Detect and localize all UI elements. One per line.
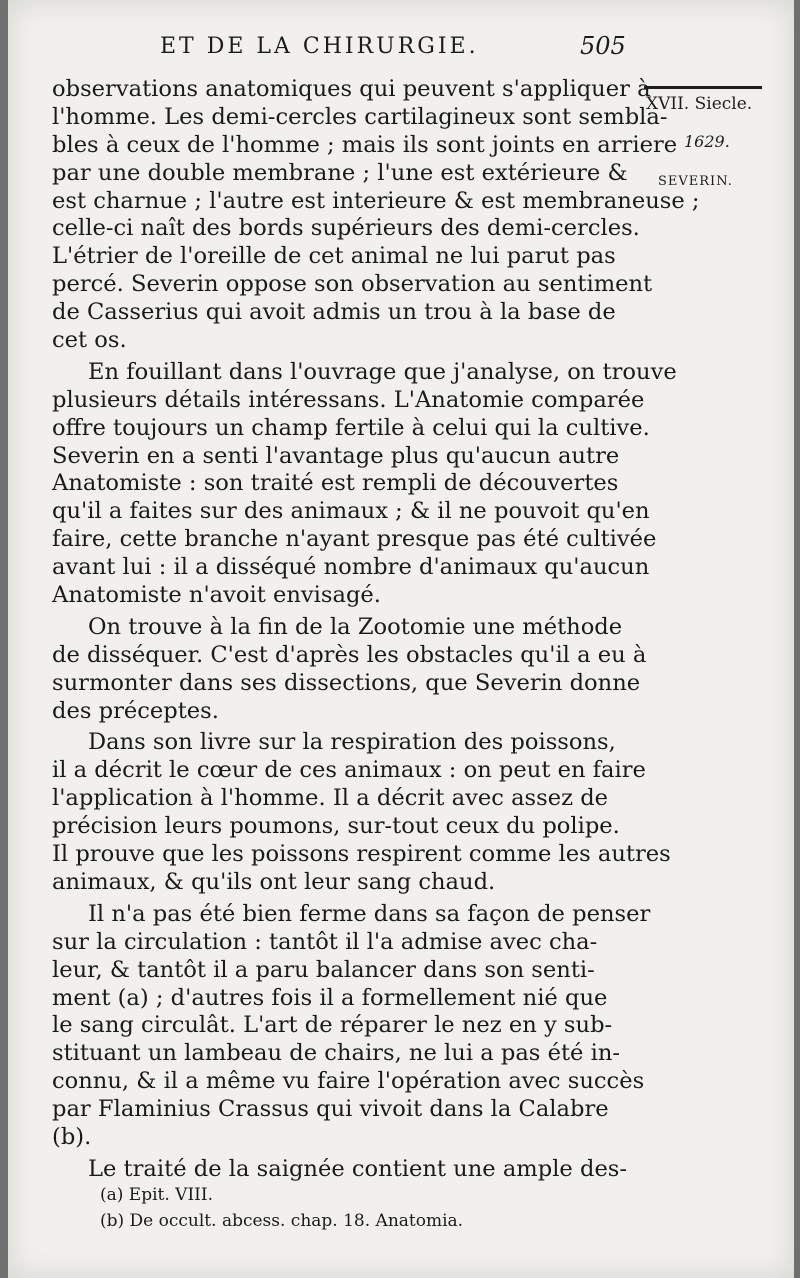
body-line: (b). (52, 1123, 92, 1150)
margin-name: SEVERIN. (658, 174, 733, 189)
body-line: connu, & il a même vu faire l'opération avec succès (52, 1068, 645, 1095)
margin-century: XVII. Siecle. (646, 94, 753, 114)
body-line: celle-ci naît des bords supérieurs des demi-cercles. (52, 215, 640, 242)
body-line: par Flaminius Crassus qui vivoit dans la Calabre (52, 1096, 609, 1123)
body-line: cet os. (52, 327, 127, 354)
body-line: observations anatomiques qui peuvent s'appliquer à (52, 76, 651, 102)
body-line: l'application à l'homme. Il a décrit avec assez de (52, 785, 609, 812)
body-line: qu'il a faites sur des animaux ; & il ne pouvoit qu'en (52, 498, 650, 525)
body-line: ment (a) ; d'autres fois il a formellement nié que (52, 984, 608, 1011)
body-line: Anatomiste : son traité est rempli de découvertes (52, 470, 619, 497)
body-line: avant lui : il a disséqué nombre d'animaux qu'aucun (52, 554, 650, 581)
footnotes (100, 1182, 660, 1234)
paragraph-start: Le traité de la saignée contient une ample des- (88, 1155, 628, 1182)
body-line: Il prouve que les poissons respirent comme les autres (52, 841, 671, 868)
body-line: offre toujours un champ fertile à celui qui la cultive. (52, 414, 650, 441)
body-line: des préceptes. (52, 697, 219, 724)
body-line: le sang circulât. L'art de réparer le nez en y sub- (52, 1012, 613, 1039)
body-line: plusieurs détails intéressans. L'Anatomie comparée (52, 386, 645, 413)
body-line: Anatomiste n'avoit envisagé. (52, 582, 381, 609)
body-line: percé. Severin oppose son observation au sentiment (52, 271, 653, 298)
paragraph-start: Il n'a pas été bien ferme dans sa façon de penser (88, 900, 651, 927)
paragraph-start: En fouillant dans l'ouvrage que j'analyse, on trouve (88, 358, 677, 385)
body-line: bles à ceux de l'homme ; mais ils sont joints en arriere (52, 131, 678, 158)
body-line: de disséquer. C'est d'après les obstacles qu'il a eu à (52, 641, 647, 668)
body-line: animaux, & qu'ils ont leur sang chaud. (52, 868, 496, 895)
body-line: sur la circulation : tantôt il l'a admise avec cha- (52, 928, 598, 955)
body-line: l'homme. Les demi-cercles cartilagineux sont sembla- (52, 103, 668, 130)
body-line: par une double membrane ; l'une est extérieure & (52, 159, 628, 186)
body-line: de Casserius qui avoit admis un trou à la base de (52, 299, 616, 326)
body-line: Severin en a senti l'avantage plus qu'aucun autre (52, 442, 620, 469)
body-line: surmonter dans ses dissections, que Severin donne (52, 669, 641, 696)
page-number: 505 (580, 32, 626, 60)
body-line: stituant un lambeau de chairs, ne lui a pas été in- (52, 1040, 620, 1067)
running-head: ET DE LA CHIRURGIE. (160, 34, 479, 59)
book-page (8, 0, 794, 1278)
paragraph-start: Dans son livre sur la respiration des poissons, (88, 729, 616, 756)
body-line: est charnue ; l'autre est interieure & est membraneuse ; (52, 187, 700, 214)
body-line: faire, cette branche n'ayant presque pas été cultivée (52, 526, 657, 553)
body-line: L'étrier de l'oreille de cet animal ne lui parut pas (52, 243, 616, 270)
margin-year: 1629. (684, 132, 730, 151)
body-line: il a décrit le cœur de ces animaux : on peut en faire (52, 757, 646, 784)
body-line: précision leurs poumons, sur-tout ceux du polipe. (52, 813, 620, 840)
footnote-b: (b) De occult. abcess. chap. 18. Anatomia. (100, 1211, 464, 1231)
footnote-a: (a) Epit. VIII. (100, 1185, 213, 1205)
body-line: leur, & tantôt il a paru balancer dans son senti- (52, 956, 595, 983)
page-header (8, 30, 794, 70)
paragraph-start: On trouve à la fin de la Zootomie une méthode (88, 613, 623, 640)
